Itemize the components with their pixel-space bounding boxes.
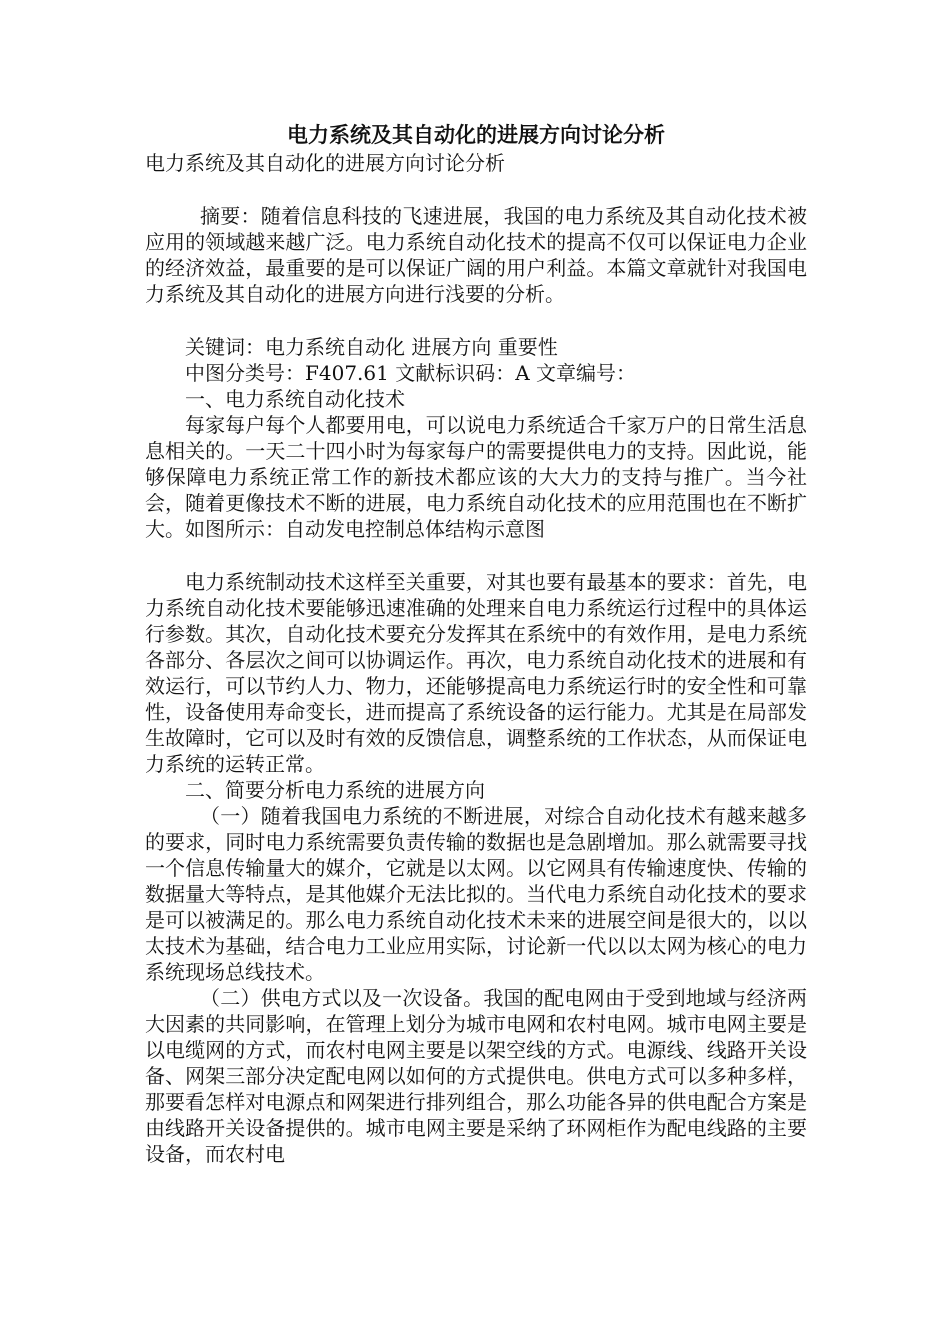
section1-paragraph-2: 电力系统制动技术这样至关重要，对其也要有最基本的要求：首先，电力系统自动化技术要能够迅速准确的处理来自电力系统运行过程中的具体运行参数。其次，自动化技术要充分发挥其在系统中的有效作用，是电力系统各部分、各层次之间可以协调运作。再次，电力系统自动化技术的进展和有效运行，可以节约人力、物力，还能够提高电力系统运行时的安全性和可靠性，设备使用寿命变长，进而提高了系统设备的运行能力。尤其是在局部发生故障时，它可以及时有效的反馈信息，调整系统的工作状态，从而保证电力系统的运转正常。 [145, 570, 807, 776]
classification-line: 中图分类号：F407.61 文献标识码：A 文章编号： [185, 361, 637, 385]
keywords-line: 关键词：电力系统自动化 进展方向 重要性 [185, 335, 558, 359]
section-heading-1: 一、电力系统自动化技术 [185, 387, 405, 411]
blank-line [145, 176, 807, 203]
section2-paragraph-1: （一）随着我国电力系统的不断进展，对综合自动化技术有越来越多的要求，同时电力系统需要负责传输的数据也是急剧增加。那么就需要寻找一个信息传输量大的媒介，它就是以太网。以它网具有传输速度快、传输的数据量大等特点，是其他媒介无法比拟的。当代电力系统自动化技术的要求是可以被满足的。那么电力系统自动化技术未来的进展空间是很大的，以以太技术为基础，结合电力工业应用实际，讨论新一代以以太网为核心的电力系统现场总线技术。 [145, 804, 807, 984]
document-subtitle: 电力系统及其自动化的进展方向讨论分析 [145, 151, 505, 175]
section-heading-2: 二、简要分析电力系统的进展方向 [185, 778, 485, 802]
document-page [145, 120, 807, 1167]
section2-paragraph-2: （二）供电方式以及一次设备。我国的配电网由于受到地域与经济两大因素的共同影响，在管理上划分为城市电网和农村电网。城市电网主要是以电缆网的方式，而农村电网主要是以架空线的方式。电源线、线路开关设备、网架三部分决定配电网以如何的方式提供电。供电方式可以多种多样，那要看怎样对电源点和网架进行排列组合，那么功能各异的供电配合方案是由线路开关设备提供的。城市电网主要是采纳了环网柜作为配电线路的主要设备，而农村电 [145, 986, 807, 1166]
abstract-paragraph: 摘要：随着信息科技的飞速进展，我国的电力系统及其自动化技术被应用的领域越来越广泛。电力系统自动化技术的提高不仅可以保证电力企业的经济效益，最重要的是可以保证广阔的用户利益。本篇文章就针对我国电力系统及其自动化的进展方向进行浅要的分析。 [145, 204, 807, 306]
blank-line [145, 542, 807, 569]
section1-paragraph-1: 每家每户每个人都要用电，可以说电力系统适合千家万户的日常生活息息相关的。一天二十四小时为每家每户的需要提供电力的支持。因此说，能够保障电力系统正常工作的新技术都应该的大大力的支持与推广。当今社会，随着更像技术不断的进展，电力系统自动化技术的应用范围也在不断扩大。如图所示：自动发电控制总体结构示意图 [145, 413, 807, 541]
blank-line [145, 307, 807, 334]
document-title: 电力系统及其自动化的进展方向讨论分析 [287, 122, 665, 147]
